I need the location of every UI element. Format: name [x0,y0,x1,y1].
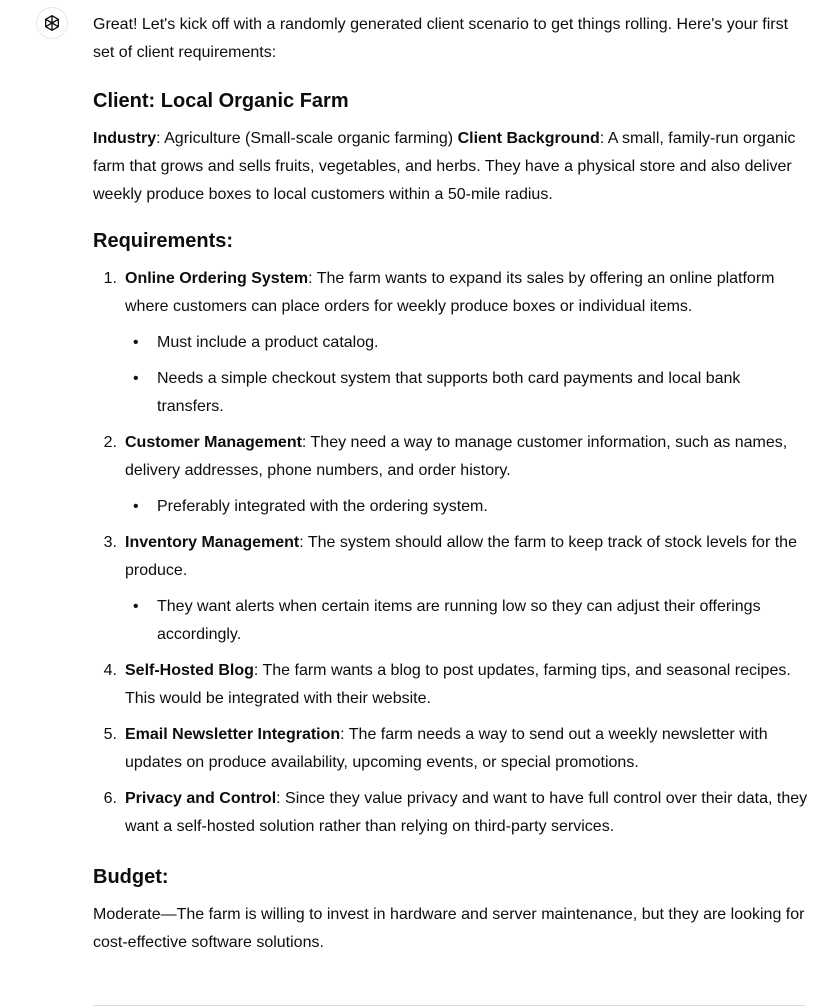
requirement-item [93,657,809,713]
requirements-heading: Requirements: [93,230,234,252]
background-label: Client Background [457,130,600,147]
requirement-bullets [125,593,809,649]
requirement-label: Privacy and Control [125,790,277,807]
requirement-bullets [125,329,809,421]
client-description [93,125,809,209]
requirement-text: : The farm wants a blog to post updates, farming tips, and seasonal recipes. This would be integrated with their website. [125,662,791,707]
message-divider [93,1005,805,1006]
budget-paragraph: Moderate—The farm is willing to invest in hardware and server maintenance, but they are looking for cost-effective software solutions. [93,906,805,951]
background-text: : A small, family-run organic farm that grows and sells fruits, vegetables, and herbs. They have a physical store and also deliver weekly produce boxes to local customers within a 50-mile radius. [93,130,796,203]
assistant-avatar [36,7,68,39]
requirement-item [93,785,809,841]
industry-text: : Agriculture (Small-scale organic farming) [156,130,458,147]
requirement-text: : Since they value privacy and want to have full control over their data, they want a self-hosted solution rather than relying on third-party services. [125,790,808,835]
bullet-item: • Needs a simple checkout system that supports both card payments and local bank transfers. [125,365,809,421]
requirement-label: Inventory Management [125,534,300,551]
requirement-number: 3. [103,534,117,551]
requirement-bullets [125,493,809,521]
requirements-list [93,265,809,841]
requirement-label: Email Newsletter Integration [125,726,341,743]
requirement-number: 4. [103,662,117,679]
intro-paragraph: Great! Let's kick off with a randomly generated client scenario to get things rolling. Here's your first set of client requirements: [93,16,789,61]
requirement-number: 1. [103,270,117,287]
requirement-text: : The farm needs a way to send out a weekly newsletter with updates on produce availability, upcoming events, or special promotions. [125,726,768,771]
requirement-label: Online Ordering System [125,270,309,287]
requirement-text: : The system should allow the farm to keep track of stock levels for the produce. [125,534,797,579]
client-heading: Client: Local Organic Farm [93,90,349,112]
requirement-item [93,429,809,521]
budget-heading: Budget: [93,866,169,888]
openai-logo-icon [42,13,62,33]
requirement-text: : The farm wants to expand its sales by offering an online platform where customers can place orders for weekly produce boxes or individual items. [125,270,775,315]
requirement-label: Self-Hosted Blog [125,662,254,679]
requirement-number: 2. [103,434,117,451]
bullet-item: • Must include a product catalog. [125,329,809,357]
requirement-number: 5. [103,726,117,743]
requirement-item [93,529,809,649]
bullet-item: • Preferably integrated with the ordering system. [125,493,809,521]
industry-label: Industry [93,130,157,147]
bullet-item: • They want alerts when certain items are running low so they can adjust their offerings accordingly. [125,593,809,649]
requirement-text: : They need a way to manage customer information, such as names, delivery addresses, phone numbers, and order history. [125,434,788,479]
assistant-message [93,0,809,1006]
requirement-item [93,721,809,777]
requirement-item [93,265,809,421]
requirement-number: 6. [103,790,117,807]
requirement-label: Customer Management [125,434,302,451]
